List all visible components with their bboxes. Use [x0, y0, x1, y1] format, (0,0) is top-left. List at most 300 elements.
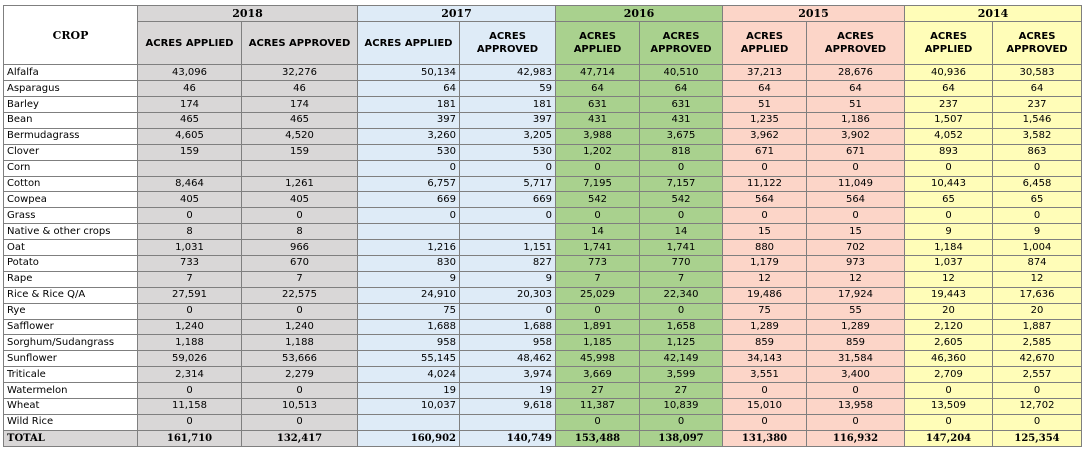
acres-approved-cell: 159 [242, 144, 358, 160]
acres-approved-cell: 22,340 [640, 287, 723, 303]
acres-approved-cell: 0 [807, 208, 905, 224]
acres-approved-cell: 0 [807, 160, 905, 176]
acres-applied-cell: 10,443 [905, 176, 993, 192]
acres-applied-cell: 4,605 [138, 128, 242, 144]
acres-approved-cell: 30,583 [993, 65, 1082, 81]
acres-applied-cell: 12 [905, 271, 993, 287]
acres-applied-cell: 0 [358, 160, 460, 176]
table-row [4, 113, 1082, 129]
acres-approved-cell: 27 [640, 383, 723, 399]
acres-applied-cell: 19,486 [723, 287, 807, 303]
acres-applied-cell: 631 [556, 97, 640, 113]
acres-applied-cell: 0 [138, 303, 242, 319]
acres-approved-cell: 670 [242, 256, 358, 272]
acres-applied-cell: 1,240 [138, 319, 242, 335]
acres-applied-cell: 9 [358, 271, 460, 287]
acres-approved-cell: 1,546 [993, 113, 1082, 129]
table-row [4, 144, 1082, 160]
acres-approved-cell: 1,887 [993, 319, 1082, 335]
acres-applied-cell: 1,179 [723, 256, 807, 272]
acres-approved-cell: 9,618 [460, 399, 556, 415]
total-approved-cell: 140,749 [460, 430, 556, 446]
acres-applied-cell: 1,688 [358, 319, 460, 335]
year-header-2016: 2016 [556, 6, 723, 22]
acres-applied-cell: 64 [905, 81, 993, 97]
acres-approved-cell: 0 [242, 208, 358, 224]
table-row [4, 414, 1082, 430]
acres-applied-cell: 2,314 [138, 367, 242, 383]
acres-applied-cell: 1,235 [723, 113, 807, 129]
crop-acreage-table [3, 5, 1082, 447]
acres-applied-cell: 2,605 [905, 335, 993, 351]
acres-approved-cell: 1,289 [807, 319, 905, 335]
crop-name-cell: Grass [4, 208, 138, 224]
acres-applied-cell: 2,709 [905, 367, 993, 383]
acres-approved-cell: 973 [807, 256, 905, 272]
acres-applied-cell: 465 [138, 113, 242, 129]
acres-applied-cell: 0 [905, 208, 993, 224]
year-header-2017: 2017 [358, 6, 556, 22]
acres-approved-cell: 31,584 [807, 351, 905, 367]
acres-applied-header-2015: ACRES APPLIED [723, 21, 807, 64]
acres-applied-cell: 37,213 [723, 65, 807, 81]
acres-applied-cell: 34,143 [723, 351, 807, 367]
acres-applied-cell [358, 224, 460, 240]
acres-applied-cell: 830 [358, 256, 460, 272]
acres-approved-cell: 12 [807, 271, 905, 287]
acres-applied-cell: 0 [723, 208, 807, 224]
crop-name-cell: Sunflower [4, 351, 138, 367]
acres-applied-cell: 0 [905, 414, 993, 430]
acres-approved-cell: 174 [242, 97, 358, 113]
acres-approved-cell: 32,276 [242, 65, 358, 81]
acres-approved-cell: 0 [807, 383, 905, 399]
acres-applied-cell: 1,289 [723, 319, 807, 335]
acres-approved-cell: 0 [242, 414, 358, 430]
acres-approved-cell: 19 [460, 383, 556, 399]
total-applied-cell: 161,710 [138, 430, 242, 446]
acres-applied-cell: 7,195 [556, 176, 640, 192]
table-row [4, 176, 1082, 192]
acres-applied-cell: 1,216 [358, 240, 460, 256]
acres-approved-cell: 1,741 [640, 240, 723, 256]
acres-approved-cell: 0 [460, 160, 556, 176]
acres-approved-cell: 28,676 [807, 65, 905, 81]
acres-applied-cell: 733 [138, 256, 242, 272]
total-applied-cell: 147,204 [905, 430, 993, 446]
acres-approved-cell: 2,557 [993, 367, 1082, 383]
year-header-row [4, 6, 1082, 22]
acres-applied-cell: 27 [556, 383, 640, 399]
acres-approved-cell: 1,186 [807, 113, 905, 129]
acres-applied-header-2017: ACRES APPLIED [358, 21, 460, 64]
acres-approved-cell: 59 [460, 81, 556, 97]
acres-approved-cell: 12,702 [993, 399, 1082, 415]
acres-approved-cell: 702 [807, 240, 905, 256]
acres-approved-cell: 53,666 [242, 351, 358, 367]
acres-approved-cell: 42,149 [640, 351, 723, 367]
acres-approved-cell: 0 [640, 208, 723, 224]
acres-applied-cell: 880 [723, 240, 807, 256]
acres-applied-cell: 397 [358, 113, 460, 129]
acres-approved-cell: 542 [640, 192, 723, 208]
acres-applied-cell: 3,669 [556, 367, 640, 383]
acres-approved-cell: 64 [640, 81, 723, 97]
acres-applied-cell: 4,024 [358, 367, 460, 383]
acres-approved-cell: 9 [460, 271, 556, 287]
acres-applied-cell: 0 [723, 160, 807, 176]
acres-approved-cell: 17,636 [993, 287, 1082, 303]
acres-approved-cell: 3,675 [640, 128, 723, 144]
acres-applied-cell: 1,741 [556, 240, 640, 256]
acres-applied-cell: 1,037 [905, 256, 993, 272]
table-row [4, 287, 1082, 303]
acres-approved-cell: 0 [993, 383, 1082, 399]
acres-applied-cell: 181 [358, 97, 460, 113]
acres-approved-cell: 0 [242, 303, 358, 319]
acres-applied-cell: 1,507 [905, 113, 993, 129]
acres-applied-cell: 55,145 [358, 351, 460, 367]
acres-approved-cell [242, 160, 358, 176]
acres-approved-cell: 2,279 [242, 367, 358, 383]
table-row [4, 192, 1082, 208]
acres-approved-cell: 4,520 [242, 128, 358, 144]
acres-applied-cell: 19 [358, 383, 460, 399]
acres-applied-cell: 0 [138, 383, 242, 399]
acres-applied-cell: 1,891 [556, 319, 640, 335]
acres-approved-cell: 671 [807, 144, 905, 160]
acres-approved-cell: 7,157 [640, 176, 723, 192]
acres-approved-cell: 42,670 [993, 351, 1082, 367]
acres-applied-cell: 46 [138, 81, 242, 97]
crop-name-cell: Wheat [4, 399, 138, 415]
acres-approved-cell: 22,575 [242, 287, 358, 303]
acres-applied-cell: 0 [556, 208, 640, 224]
acres-applied-cell: 11,122 [723, 176, 807, 192]
acres-applied-cell: 405 [138, 192, 242, 208]
acres-applied-cell: 7 [556, 271, 640, 287]
acres-applied-cell: 1,185 [556, 335, 640, 351]
acres-applied-cell: 0 [905, 383, 993, 399]
acres-approved-cell: 530 [460, 144, 556, 160]
total-applied-cell: 153,488 [556, 430, 640, 446]
acres-applied-cell: 51 [723, 97, 807, 113]
acres-applied-header-2018: ACRES APPLIED [138, 21, 242, 64]
acres-approved-cell: 631 [640, 97, 723, 113]
acres-approved-cell: 6,458 [993, 176, 1082, 192]
acres-approved-cell: 0 [460, 303, 556, 319]
acres-applied-cell: 24,910 [358, 287, 460, 303]
acres-approved-cell: 11,049 [807, 176, 905, 192]
acres-applied-cell: 43,096 [138, 65, 242, 81]
acres-approved-cell: 874 [993, 256, 1082, 272]
acres-applied-header-2016: ACRES APPLIED [556, 21, 640, 64]
acres-applied-cell: 1,202 [556, 144, 640, 160]
acres-applied-cell: 7 [138, 271, 242, 287]
acres-approved-cell: 55 [807, 303, 905, 319]
acres-applied-cell: 4,052 [905, 128, 993, 144]
acres-applied-cell: 0 [556, 414, 640, 430]
acres-applied-cell: 13,509 [905, 399, 993, 415]
acres-approved-cell: 564 [807, 192, 905, 208]
acres-approved-cell: 14 [640, 224, 723, 240]
table-row [4, 319, 1082, 335]
table-row [4, 367, 1082, 383]
acres-applied-cell: 9 [905, 224, 993, 240]
acres-applied-cell: 3,988 [556, 128, 640, 144]
acres-approved-cell: 0 [993, 208, 1082, 224]
acres-approved-cell: 3,599 [640, 367, 723, 383]
acres-approved-cell: 3,902 [807, 128, 905, 144]
table-row [4, 271, 1082, 287]
acres-approved-cell: 1,658 [640, 319, 723, 335]
crop-name-cell: Cotton [4, 176, 138, 192]
acres-approved-cell: 669 [460, 192, 556, 208]
acres-approved-cell: 1,261 [242, 176, 358, 192]
subheader-row [4, 21, 1082, 64]
crop-name-cell: Sorghum/Sudangrass [4, 335, 138, 351]
acres-applied-cell: 50,134 [358, 65, 460, 81]
acres-applied-cell: 893 [905, 144, 993, 160]
acres-approved-cell [460, 224, 556, 240]
crop-name-cell: Bean [4, 113, 138, 129]
acres-approved-cell: 770 [640, 256, 723, 272]
acres-approved-cell: 859 [807, 335, 905, 351]
table-row [4, 383, 1082, 399]
acres-applied-cell: 14 [556, 224, 640, 240]
acres-applied-cell: 1,031 [138, 240, 242, 256]
acres-approved-cell: 0 [242, 383, 358, 399]
acres-approved-cell: 9 [993, 224, 1082, 240]
acres-approved-cell: 1,188 [242, 335, 358, 351]
acres-applied-cell: 431 [556, 113, 640, 129]
acres-approved-cell: 20,303 [460, 287, 556, 303]
crop-name-cell: Watermelon [4, 383, 138, 399]
acres-approved-cell: 40,510 [640, 65, 723, 81]
acres-approved-cell: 5,717 [460, 176, 556, 192]
total-approved-cell: 138,097 [640, 430, 723, 446]
acres-approved-cell: 863 [993, 144, 1082, 160]
acres-approved-cell: 13,958 [807, 399, 905, 415]
acres-approved-cell: 1,004 [993, 240, 1082, 256]
acres-applied-header-2014: ACRES APPLIED [905, 21, 993, 64]
crop-name-cell: Oat [4, 240, 138, 256]
total-label: TOTAL [4, 430, 138, 446]
acres-approved-header-2014: ACRES APPROVED [993, 21, 1082, 64]
acres-applied-cell [358, 414, 460, 430]
table-row [4, 240, 1082, 256]
acres-applied-cell: 0 [138, 414, 242, 430]
acres-applied-cell: 669 [358, 192, 460, 208]
acres-approved-cell [460, 414, 556, 430]
crop-name-cell: Native & other crops [4, 224, 138, 240]
acres-approved-cell: 42,983 [460, 65, 556, 81]
acres-applied-cell: 20 [905, 303, 993, 319]
acres-applied-cell: 15 [723, 224, 807, 240]
acres-approved-header-2018: ACRES APPROVED [242, 21, 358, 64]
acres-approved-cell: 431 [640, 113, 723, 129]
table-row [4, 351, 1082, 367]
acres-applied-cell: 75 [358, 303, 460, 319]
acres-applied-cell: 0 [723, 414, 807, 430]
acres-applied-cell: 958 [358, 335, 460, 351]
crop-name-cell: Alfalfa [4, 65, 138, 81]
acres-applied-cell: 27,591 [138, 287, 242, 303]
crop-name-cell: Cowpea [4, 192, 138, 208]
acres-applied-cell: 12 [723, 271, 807, 287]
crop-name-cell: Barley [4, 97, 138, 113]
acres-approved-header-2016: ACRES APPROVED [640, 21, 723, 64]
acres-applied-cell: 25,029 [556, 287, 640, 303]
total-row [4, 430, 1082, 446]
acres-approved-cell: 64 [993, 81, 1082, 97]
acres-applied-cell: 11,158 [138, 399, 242, 415]
acres-approved-header-2017: ACRES APPROVED [460, 21, 556, 64]
acres-approved-cell: 0 [993, 414, 1082, 430]
table-row [4, 81, 1082, 97]
acres-applied-cell: 859 [723, 335, 807, 351]
acres-applied-cell: 564 [723, 192, 807, 208]
crop-name-cell: Safflower [4, 319, 138, 335]
acres-applied-cell: 45,998 [556, 351, 640, 367]
acres-applied-cell: 1,188 [138, 335, 242, 351]
acres-applied-cell: 46,360 [905, 351, 993, 367]
crop-name-cell: Potato [4, 256, 138, 272]
acres-applied-cell: 1,184 [905, 240, 993, 256]
year-header-2014: 2014 [905, 6, 1082, 22]
acres-approved-cell: 64 [807, 81, 905, 97]
acres-approved-cell: 0 [460, 208, 556, 224]
table-row [4, 128, 1082, 144]
crop-name-cell: Clover [4, 144, 138, 160]
acres-applied-cell: 773 [556, 256, 640, 272]
acres-approved-cell: 0 [640, 303, 723, 319]
year-header-2015: 2015 [723, 6, 905, 22]
acres-applied-cell: 10,037 [358, 399, 460, 415]
acres-approved-cell: 7 [242, 271, 358, 287]
acres-approved-cell: 48,462 [460, 351, 556, 367]
acres-approved-cell: 1,151 [460, 240, 556, 256]
acres-approved-cell: 51 [807, 97, 905, 113]
acres-approved-cell: 181 [460, 97, 556, 113]
acres-applied-cell: 0 [556, 160, 640, 176]
table-row [4, 335, 1082, 351]
acres-approved-cell: 46 [242, 81, 358, 97]
table-row [4, 303, 1082, 319]
acres-applied-cell: 8 [138, 224, 242, 240]
acres-approved-cell: 65 [993, 192, 1082, 208]
acres-applied-cell: 11,387 [556, 399, 640, 415]
crop-name-cell: Asparagus [4, 81, 138, 97]
table-row [4, 224, 1082, 240]
acres-applied-cell: 530 [358, 144, 460, 160]
acres-applied-cell: 0 [358, 208, 460, 224]
acres-approved-cell: 8 [242, 224, 358, 240]
acres-approved-cell: 237 [993, 97, 1082, 113]
total-approved-cell: 125,354 [993, 430, 1082, 446]
acres-applied-cell: 3,962 [723, 128, 807, 144]
acres-applied-cell [138, 160, 242, 176]
acres-approved-cell: 966 [242, 240, 358, 256]
table-row [4, 65, 1082, 81]
acres-approved-cell: 3,400 [807, 367, 905, 383]
acres-approved-cell: 0 [640, 160, 723, 176]
acres-approved-cell: 1,240 [242, 319, 358, 335]
acres-applied-cell: 19,443 [905, 287, 993, 303]
crop-name-cell: Rye [4, 303, 138, 319]
acres-approved-cell: 17,924 [807, 287, 905, 303]
acres-applied-cell: 671 [723, 144, 807, 160]
acres-applied-cell: 3,551 [723, 367, 807, 383]
acres-approved-cell: 3,582 [993, 128, 1082, 144]
total-applied-cell: 160,902 [358, 430, 460, 446]
acres-approved-cell: 15 [807, 224, 905, 240]
table-row [4, 256, 1082, 272]
acres-applied-cell: 8,464 [138, 176, 242, 192]
crop-name-cell: Wild Rice [4, 414, 138, 430]
acres-approved-header-2015: ACRES APPROVED [807, 21, 905, 64]
acres-applied-cell: 15,010 [723, 399, 807, 415]
acres-approved-cell: 1,688 [460, 319, 556, 335]
acres-approved-cell: 1,125 [640, 335, 723, 351]
acres-applied-cell: 64 [556, 81, 640, 97]
acres-applied-cell: 0 [905, 160, 993, 176]
table-row [4, 208, 1082, 224]
acres-applied-cell: 75 [723, 303, 807, 319]
acres-applied-cell: 64 [723, 81, 807, 97]
total-approved-cell: 132,417 [242, 430, 358, 446]
crop-name-cell: Triticale [4, 367, 138, 383]
acres-approved-cell: 0 [640, 414, 723, 430]
acres-approved-cell: 10,513 [242, 399, 358, 415]
acres-approved-cell: 958 [460, 335, 556, 351]
acres-applied-cell: 47,714 [556, 65, 640, 81]
crop-name-cell: Bermudagrass [4, 128, 138, 144]
acres-applied-cell: 59,026 [138, 351, 242, 367]
acres-approved-cell: 7 [640, 271, 723, 287]
acres-approved-cell: 3,205 [460, 128, 556, 144]
acres-applied-cell: 159 [138, 144, 242, 160]
acres-approved-cell: 397 [460, 113, 556, 129]
acres-applied-cell: 65 [905, 192, 993, 208]
acres-approved-cell: 3,974 [460, 367, 556, 383]
acres-approved-cell: 818 [640, 144, 723, 160]
acres-applied-cell: 174 [138, 97, 242, 113]
table-row [4, 160, 1082, 176]
acres-applied-cell: 2,120 [905, 319, 993, 335]
table-row [4, 97, 1082, 113]
acres-approved-cell: 20 [993, 303, 1082, 319]
acres-approved-cell: 827 [460, 256, 556, 272]
acres-applied-cell: 3,260 [358, 128, 460, 144]
crop-name-cell: Rice & Rice Q/A [4, 287, 138, 303]
crop-name-cell: Corn [4, 160, 138, 176]
acres-approved-cell: 405 [242, 192, 358, 208]
acres-applied-cell: 40,936 [905, 65, 993, 81]
acres-approved-cell: 0 [993, 160, 1082, 176]
crop-name-cell: Rape [4, 271, 138, 287]
crop-column-header: CROP [4, 6, 138, 65]
acres-applied-cell: 0 [723, 383, 807, 399]
total-approved-cell: 116,932 [807, 430, 905, 446]
acres-approved-cell: 465 [242, 113, 358, 129]
acres-applied-cell: 0 [556, 303, 640, 319]
total-applied-cell: 131,380 [723, 430, 807, 446]
acres-approved-cell: 0 [807, 414, 905, 430]
acres-approved-cell: 10,839 [640, 399, 723, 415]
acres-applied-cell: 237 [905, 97, 993, 113]
table-row [4, 399, 1082, 415]
